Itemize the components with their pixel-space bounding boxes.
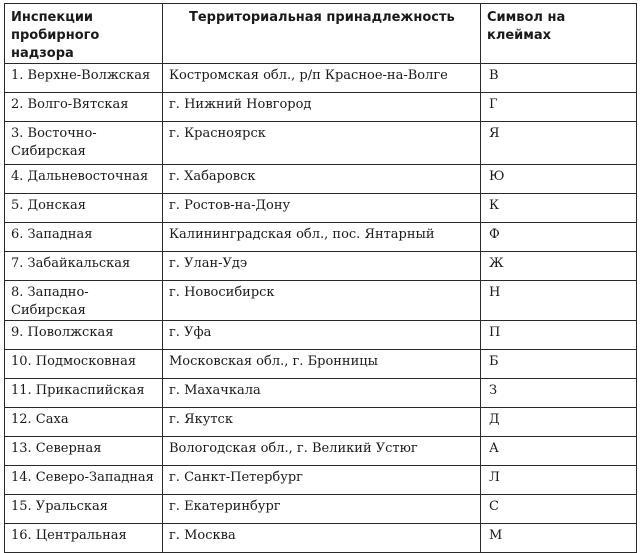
inspection-cell: 5. Донская	[5, 194, 163, 223]
territory-cell: г. Санкт-Петербург	[163, 466, 481, 495]
territory-cell: г. Уфа	[163, 321, 481, 350]
symbol-cell: Г	[481, 93, 637, 122]
inspection-cell: 14. Северо-Западная	[5, 466, 163, 495]
symbol-cell: С	[481, 495, 637, 524]
territory-cell: Московская обл., г. Бронницы	[163, 350, 481, 379]
table-row	[5, 466, 637, 495]
table-row	[5, 408, 637, 437]
symbol-cell: К	[481, 194, 637, 223]
inspection-cell: 3. Восточно-Сибирская	[5, 122, 163, 165]
symbol-cell: Л	[481, 466, 637, 495]
header-row	[5, 4, 637, 64]
inspection-cell: 11. Прикаспийская	[5, 379, 163, 408]
inspection-cell: 15. Уральская	[5, 495, 163, 524]
table-row	[5, 495, 637, 524]
table-row	[5, 122, 637, 165]
territory-cell: г. Якутск	[163, 408, 481, 437]
inspection-cell: 13. Северная	[5, 437, 163, 466]
table-row	[5, 223, 637, 252]
symbol-cell: М	[481, 524, 637, 553]
table-row	[5, 379, 637, 408]
symbol-cell: Б	[481, 350, 637, 379]
inspection-cell: 10. Подмосковная	[5, 350, 163, 379]
symbol-cell: Ю	[481, 165, 637, 194]
symbol-cell: З	[481, 379, 637, 408]
territory-cell: г. Москва	[163, 524, 481, 553]
inspection-cell: 7. Забайкальская	[5, 252, 163, 281]
inspection-cell: 6. Западная	[5, 223, 163, 252]
territory-cell: Калининградская обл., пос. Янтарный	[163, 223, 481, 252]
header-territory: Территориальная принадлежность	[163, 4, 481, 64]
inspection-cell: 8. Западно-Сибирская	[5, 281, 163, 321]
table-row	[5, 252, 637, 281]
table-row	[5, 64, 637, 93]
table-row	[5, 194, 637, 223]
territory-cell: г. Екатеринбург	[163, 495, 481, 524]
symbol-cell: Ж	[481, 252, 637, 281]
symbol-cell: Д	[481, 408, 637, 437]
territory-cell: г. Нижний Новгород	[163, 93, 481, 122]
table-row	[5, 524, 637, 553]
inspection-cell: 2. Волго-Вятская	[5, 93, 163, 122]
table-body	[5, 64, 637, 553]
inspection-cell: 9. Поволжская	[5, 321, 163, 350]
table-row	[5, 350, 637, 379]
symbol-cell: А	[481, 437, 637, 466]
territory-cell: Вологодская обл., г. Великий Устюг	[163, 437, 481, 466]
territory-cell: г. Красноярск	[163, 122, 481, 165]
territory-cell: г. Хабаровск	[163, 165, 481, 194]
table-header	[5, 4, 637, 64]
symbol-cell: П	[481, 321, 637, 350]
inspection-cell: 16. Центральная	[5, 524, 163, 553]
assay-inspections-table	[4, 3, 637, 553]
table-row	[5, 93, 637, 122]
territory-cell: Костромская обл., р/п Красное-на-Волге	[163, 64, 481, 93]
table-row	[5, 281, 637, 321]
symbol-cell: В	[481, 64, 637, 93]
symbol-cell: Я	[481, 122, 637, 165]
table-row	[5, 165, 637, 194]
territory-cell: г. Ростов-на-Дону	[163, 194, 481, 223]
table-row	[5, 437, 637, 466]
header-inspections: Инспекции пробирного надзора	[5, 4, 163, 64]
symbol-cell: Ф	[481, 223, 637, 252]
inspection-cell: 4. Дальневосточная	[5, 165, 163, 194]
territory-cell: г. Махачкала	[163, 379, 481, 408]
territory-cell: г. Улан-Удэ	[163, 252, 481, 281]
inspection-cell: 1. Верхне-Волжская	[5, 64, 163, 93]
symbol-cell: Н	[481, 281, 637, 321]
inspection-cell: 12. Саха	[5, 408, 163, 437]
table-row	[5, 321, 637, 350]
header-symbol: Символ на клеймах	[481, 4, 637, 64]
territory-cell: г. Новосибирск	[163, 281, 481, 321]
